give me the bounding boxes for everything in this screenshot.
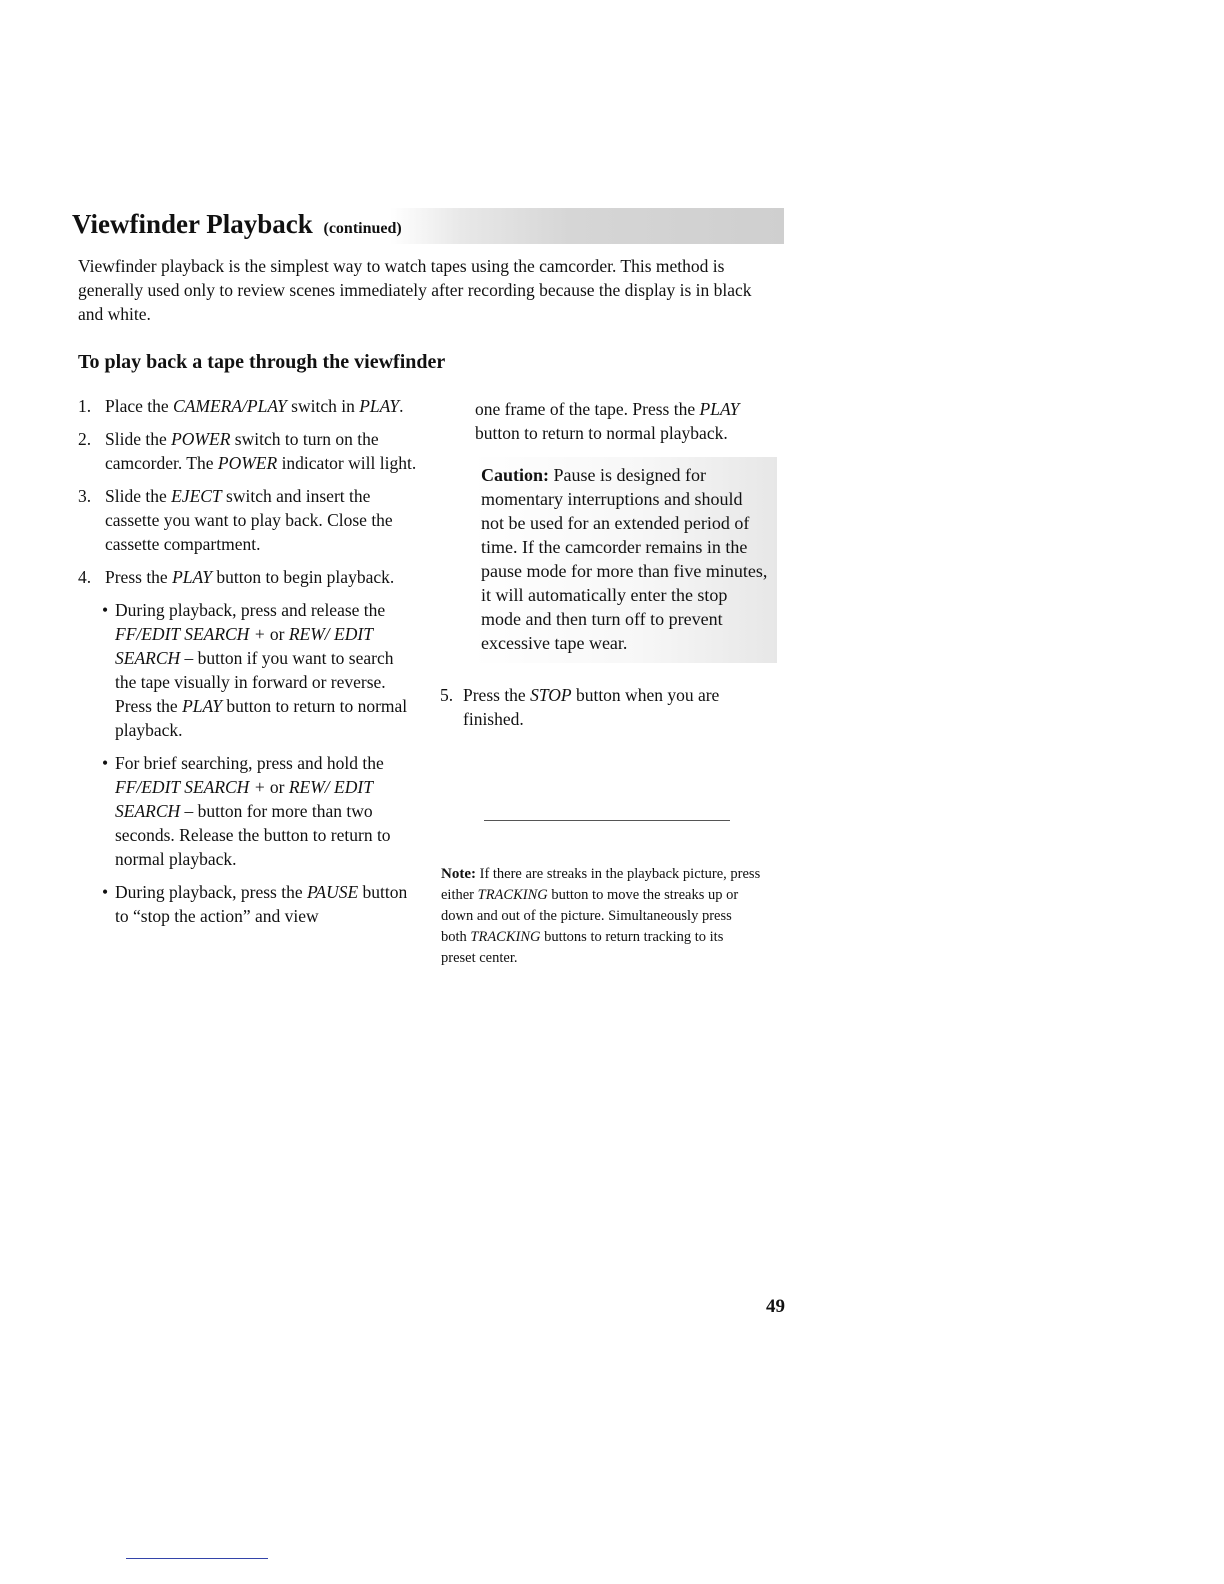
bullet-text: During playback, press and release the FF/EDIT SEARCH + or REW/ EDIT SEARCH – button if you want to search the tape visually in forward or reverse. Press the PLAY button to return to normal playback. [115, 600, 408, 740]
section-heading: To play back a tape through the viewfinder [78, 351, 446, 373]
step-2 [78, 427, 418, 475]
bullet-item [78, 598, 418, 742]
bottom-rule [126, 1558, 268, 1559]
page-title-suffix: (continued) [323, 220, 402, 237]
left-column [78, 394, 418, 937]
note-label: Note: [441, 866, 476, 882]
bullet-mark: • [102, 600, 109, 620]
page-title-text: Viewfinder Playback [72, 209, 313, 239]
bullet-continuation: one frame of the tape. Press the PLAY button to return to normal playback. [475, 399, 740, 443]
step-1 [78, 394, 418, 418]
note-block [441, 864, 761, 969]
page-number: 49 [766, 1296, 785, 1317]
page-title [72, 206, 402, 247]
bullet-text: For brief searching, press and hold the FF/EDIT SEARCH + or REW/ EDIT SEARCH – button for more than two seconds. Release the button to return to normal playback. [115, 753, 391, 869]
step-number: 3. [78, 486, 92, 506]
step-3 [78, 484, 418, 556]
step-number: 2. [78, 429, 92, 449]
bullet-mark: • [102, 882, 109, 902]
step-text: Slide the EJECT switch and insert the cassette you want to play back. Close the cassette compartment. [105, 486, 393, 554]
bullet-mark: • [102, 753, 109, 773]
caution-label: Caution: [481, 465, 550, 485]
caution-text: Pause is designed for momentary interruptions and should not be used for an extended period of time. If the camcorder remains in the pause mode for more than five minutes, it will automatically enter the stop mode and then turn off to prevent excessive tape wear. [481, 465, 768, 653]
caution-box [473, 457, 777, 663]
step-number: 4. [78, 567, 92, 587]
step-text: Slide the POWER switch to turn on the camcorder. The POWER indicator will light. [105, 429, 417, 473]
bullet-list [78, 598, 418, 928]
step-text: Place the CAMERA/PLAY switch in PLAY. [105, 396, 404, 416]
bullet-item [78, 880, 418, 928]
right-column [440, 397, 770, 731]
bullet-item [78, 751, 418, 871]
step-5 [440, 683, 770, 731]
step-text: Press the STOP button when you are finished. [463, 685, 720, 729]
step-number: 5. [440, 685, 454, 705]
intro-paragraph: Viewfinder playback is the simplest way to watch tapes using the camcorder. This method is generally used only to review scenes immediately after recording because the display is in black and white. [78, 256, 752, 324]
divider-rule [484, 820, 730, 821]
note-text: If there are streaks in the playback picture, press either TRACKING button to move the streaks up or down and out of the picture. Simultaneously press both TRACKING buttons to return tracking to its preset center. [441, 866, 761, 966]
step-4 [78, 565, 418, 589]
bullet-text: During playback, press the PAUSE button to “stop the action” and view [115, 882, 408, 926]
step-text: Press the PLAY button to begin playback. [105, 567, 395, 587]
step-number: 1. [78, 396, 92, 416]
